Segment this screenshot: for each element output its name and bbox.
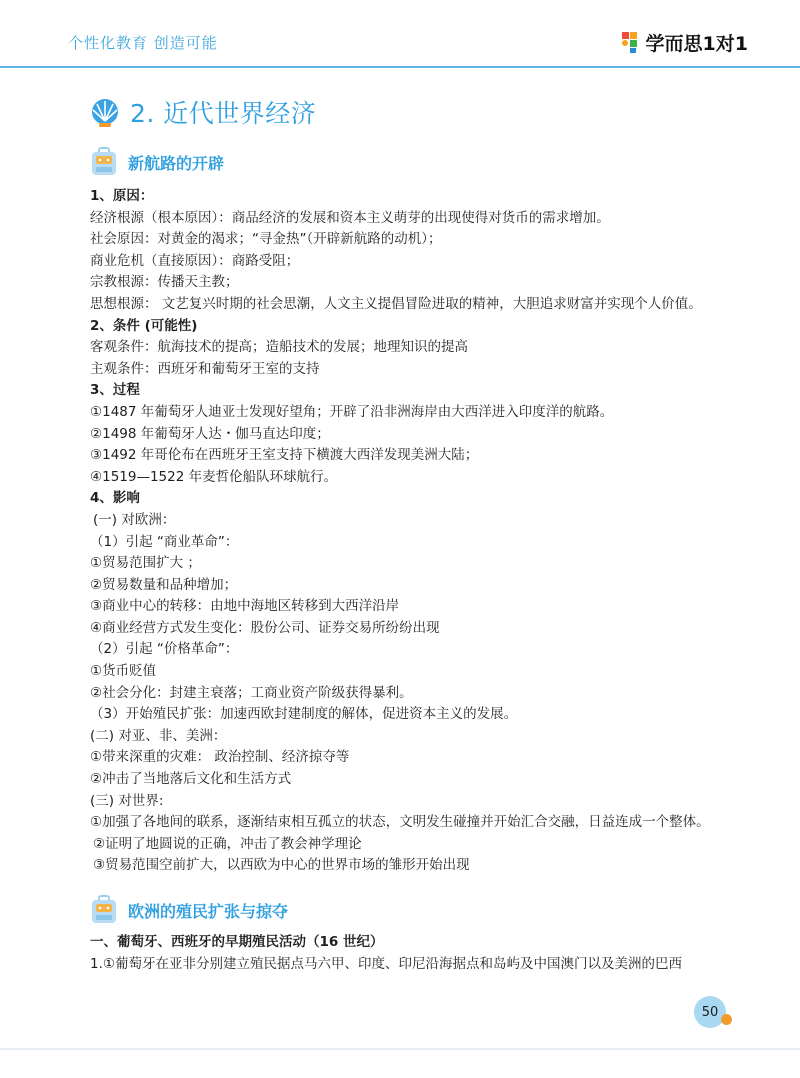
- text-line: ①1487 年葡萄牙人迪亚士发现好望角；开辟了沿非洲海岸由大西洋进入印度洋的航路。: [90, 403, 614, 420]
- text-line: 1.①葡萄牙在亚非分别建立殖民据点马六甲、印度、印尼沿海据点和岛屿及中国澳门以及美洲的巴西: [90, 955, 682, 972]
- text-line: 客观条件：航海技术的提高；造船技术的发展；地理知识的提高: [90, 339, 468, 356]
- text-line: ①带来深重的灾难： 政治控制、经济掠夺等: [90, 749, 350, 766]
- text-line: 商业危机（直接原因）：商路受阻；: [90, 252, 300, 269]
- brand-logo: [622, 29, 748, 55]
- text-line: （2）引起 “价格革命”：: [90, 641, 239, 658]
- text-line: ④商业经营方式发生变化：股份公司、证券交易所纷纷出现: [90, 619, 440, 636]
- header-slogan: 个性化教育 创造可能: [68, 34, 218, 52]
- heading-process: 3、过程: [90, 382, 140, 399]
- text-line: ②冲击了当地落后文化和生活方式: [90, 771, 292, 788]
- text-line: ③1492 年哥伦布在西班牙王室支持下横渡大西洋发现美洲大陆；: [90, 447, 479, 464]
- text-line: （1）引起 “商业革命”：: [90, 533, 239, 550]
- heading-causes: 1、原因：: [90, 188, 154, 204]
- section-header-colonial-expansion: [90, 894, 288, 926]
- backpack-icon: [90, 147, 118, 177]
- text-line: ②贸易数量和品种增加；: [90, 576, 238, 593]
- page-title: [88, 92, 316, 132]
- text-line: ④1519—1522 年麦哲伦船队环球航行。: [90, 468, 338, 485]
- text-line: 主观条件：西班牙和葡萄牙王室的支持: [90, 360, 320, 377]
- text-line: 思想根源： 文艺复兴时期的社会思潮，人文主义提倡冒险进取的精神，大胆追求财富并实现个人价值。: [90, 295, 702, 312]
- section-body-colonial-expansion: [90, 932, 730, 975]
- text-line: 经济根源（根本原因）：商品经济的发展和资本主义萌芽的出现使得对货币的需求增加。: [90, 209, 610, 226]
- text-line: ②社会分化：封建主衰落；工商业资产阶级获得暴利。: [90, 684, 413, 701]
- page-number-badge: [694, 996, 726, 1028]
- page-badge-dot: [721, 1014, 732, 1025]
- text-line: ③商业中心的转移：由地中海地区转移到大西洋沿岸: [90, 598, 400, 615]
- header-divider: [0, 66, 800, 68]
- text-line: (二) 对亚、非、美洲：: [90, 727, 227, 744]
- heading-impact: 4、影响: [90, 490, 140, 507]
- page-title-text: 2. 近代世界经济: [130, 99, 317, 128]
- text-line: 宗教根源：传播天主教；: [90, 274, 239, 291]
- text-line: (三) 对世界:: [90, 792, 164, 809]
- text-line: ①加强了各地间的联系，逐渐结束相互孤立的状态，文明发生碰撞并开始汇合交融，日益连成一个整体。: [90, 814, 710, 831]
- text-line: 社会原因：对黄金的渴求；“寻金热”（开辟新航路的动机）；: [90, 231, 442, 248]
- text-line: ②1498 年葡萄牙人达・伽马直达印度；: [90, 425, 330, 442]
- text-line: ①贸易范围扩大 ；: [90, 555, 201, 572]
- section-header-new-routes: [90, 146, 224, 178]
- heading-conditions: 2、条件 (可能性): [90, 317, 198, 334]
- text-line: （3）开始殖民扩张：加速西欧封建制度的解体，促进资本主义的发展。: [90, 706, 518, 723]
- text-line: ②证明了地圆说的正确，冲击了教会神学理论: [93, 835, 362, 852]
- page-header: [0, 0, 800, 68]
- text-line: (一) 对欧洲：: [93, 511, 176, 528]
- logo-mark-icon: [622, 31, 642, 53]
- page-number: 50: [701, 1004, 719, 1020]
- section-title: 新航路的开辟: [128, 153, 225, 173]
- footer-divider: [0, 1048, 800, 1050]
- section-body-new-routes: [90, 186, 730, 877]
- section-title: 欧洲的殖民扩张与掠夺: [128, 901, 289, 921]
- heading-early-colonial: 一、葡萄牙、西班牙的早期殖民活动（16 世纪）: [90, 934, 384, 950]
- text-line: ③贸易范围空前扩大，以西欧为中心的世界市场的雏形开始出现: [93, 857, 470, 874]
- logo-text: 学而思1对1: [645, 32, 748, 55]
- backpack-icon: [90, 895, 118, 925]
- shell-icon: [88, 95, 122, 129]
- text-line: ①货币贬值: [90, 663, 157, 680]
